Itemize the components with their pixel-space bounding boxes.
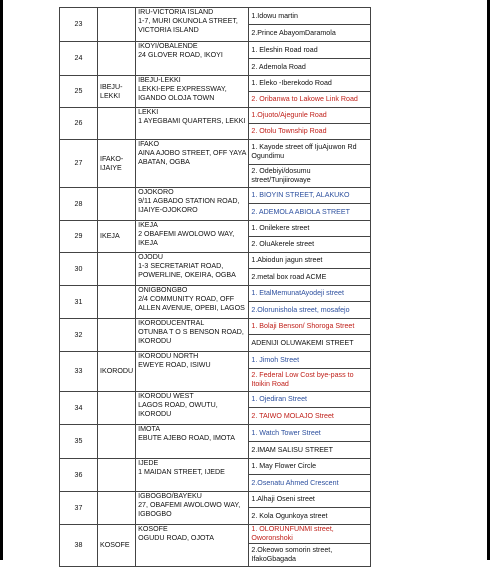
serial-number: 26 bbox=[60, 108, 98, 140]
serial-number: 34 bbox=[60, 392, 98, 425]
street-name: 2. Kola Ogunkoya street bbox=[249, 508, 371, 525]
serial-number: 23 bbox=[60, 8, 98, 42]
street-name: 1. Onilekere street bbox=[249, 221, 371, 237]
street-name: 1. Kayode street off IjuAjuwon Rd Ogundimu bbox=[249, 140, 371, 165]
address-line: IJAIYE-OJOKORO bbox=[138, 206, 198, 214]
area-office-address bbox=[136, 76, 249, 108]
table-row bbox=[60, 392, 371, 408]
address-line: IKORODU WEST bbox=[138, 392, 194, 400]
street-name: 1.Ojuoto/Ajegunle Road bbox=[249, 108, 371, 124]
table-row bbox=[60, 286, 371, 302]
street-name: 2.Olorunishola street, mosafejo bbox=[249, 302, 371, 319]
area-office-address bbox=[136, 492, 249, 525]
table-row bbox=[60, 221, 371, 237]
street-name: 2. Federal Low Cost bye-pass to Itoikin Road bbox=[249, 369, 371, 392]
street-name: 1.Idowu martin bbox=[249, 8, 371, 25]
address-line: IGBOGBO bbox=[138, 510, 172, 518]
street-name: 2.IMAM SALISU STREET bbox=[249, 442, 371, 459]
lga-name bbox=[98, 319, 136, 352]
street-name: 1. Bolaji Benson/ Shoroga Street bbox=[249, 319, 371, 335]
address-line: 2/4 COMMUNITY ROAD, OFF bbox=[138, 295, 235, 303]
address-line: OGUDU ROAD, OJOTA bbox=[138, 534, 215, 542]
lga-name bbox=[98, 253, 136, 286]
area-office-address bbox=[136, 108, 249, 140]
area-office-address bbox=[136, 525, 249, 567]
street-name: 1.Alhaji Oseni street bbox=[249, 492, 371, 508]
address-line: AINA AJOBO STREET, OFF YAYA bbox=[138, 149, 247, 157]
page-left-edge bbox=[0, 0, 3, 560]
street-name: 2.Osenatu Ahmed Crescent bbox=[249, 475, 371, 492]
address-line: IFAKO bbox=[138, 140, 160, 148]
street-name: 1. OLORUNFUNMI street, Oworonshoki bbox=[249, 525, 371, 544]
address-line: ONIGBONGBO bbox=[138, 286, 188, 294]
address-line: IJEDE bbox=[138, 459, 159, 467]
area-office-address bbox=[136, 286, 249, 319]
street-name: 2.Prince AbayomDaramola bbox=[249, 25, 371, 42]
street-name: 1. BIOYIN STREET, ALAKUKO bbox=[249, 188, 371, 204]
serial-number: 29 bbox=[60, 221, 98, 253]
address-line: IKORODU NORTH bbox=[138, 352, 199, 360]
address-line: POWERLINE, OKEIRA, OGBA bbox=[138, 271, 236, 279]
address-line: IGANDO OLOJA TOWN bbox=[138, 94, 215, 102]
area-office-address bbox=[136, 42, 249, 76]
address-line: IKOYI/OBALENDE bbox=[138, 42, 198, 50]
address-line: IKORODU bbox=[138, 410, 172, 418]
serial-number: 36 bbox=[60, 459, 98, 492]
street-name: 1. Ojediran Street bbox=[249, 392, 371, 408]
address-line: 27, OBAFEMI AWOLOWO WAY, bbox=[138, 501, 241, 509]
lga-name: IBEJU-LEKKI bbox=[98, 76, 136, 108]
serial-number: 37 bbox=[60, 492, 98, 525]
address-line: IBEJU-LEKKI bbox=[138, 76, 181, 84]
table-row bbox=[60, 352, 371, 369]
table-row bbox=[60, 253, 371, 269]
address-line: EWEYE ROAD, ISIWU bbox=[138, 361, 211, 369]
serial-number: 30 bbox=[60, 253, 98, 286]
area-office-address bbox=[136, 140, 249, 188]
street-name: 2. TAIWO MOLAJO Street bbox=[249, 408, 371, 425]
address-line: KOSOFE bbox=[138, 525, 168, 533]
street-name: 2. OluAkerele street bbox=[249, 237, 371, 253]
address-line: 1 AYEGBAMI QUARTERS, LEKKI bbox=[138, 117, 246, 125]
address-line: OJOKORO bbox=[138, 188, 174, 196]
address-line: OTUNBA T O S BENSON ROAD, bbox=[138, 328, 244, 336]
area-office-address bbox=[136, 188, 249, 221]
lga-name: IKEJA bbox=[98, 221, 136, 253]
street-name: 2. Odebiyi/dosumu street/Tunjiirowaye bbox=[249, 165, 371, 188]
address-line: LEKKI-EPE EXPRESSWAY, bbox=[138, 85, 227, 93]
address-line: 9/11 AGBADO STATION ROAD, bbox=[138, 197, 240, 205]
serial-number: 25 bbox=[60, 76, 98, 108]
address-line: 2 OBAFEMI AWOLOWO WAY, bbox=[138, 230, 235, 238]
address-line: IRU-VICTORIA ISLAND bbox=[138, 8, 214, 16]
area-office-address bbox=[136, 8, 249, 42]
address-line: IGBOGBO/BAYEKU bbox=[138, 492, 202, 500]
table-row bbox=[60, 8, 371, 25]
serial-number: 38 bbox=[60, 525, 98, 567]
serial-number: 35 bbox=[60, 425, 98, 459]
street-name: 2. ADEMOLA ABIOLA STREET bbox=[249, 204, 371, 221]
area-office-address bbox=[136, 319, 249, 352]
serial-number: 28 bbox=[60, 188, 98, 221]
street-name: 1.Abiodun jagun street bbox=[249, 253, 371, 269]
lga-name: KOSOFE bbox=[98, 525, 136, 567]
address-line: IKORODU bbox=[138, 337, 172, 345]
table-row bbox=[60, 319, 371, 335]
lga-name bbox=[98, 108, 136, 140]
street-name: 1. Jimoh Street bbox=[249, 352, 371, 369]
address-line: IKEJA bbox=[138, 239, 158, 247]
address-line: IKORODUCENTRAL bbox=[138, 319, 205, 327]
table-row bbox=[60, 425, 371, 442]
lga-name bbox=[98, 392, 136, 425]
street-name: 2.metal box road ACME bbox=[249, 269, 371, 286]
street-name: 2. Otolu Township Road bbox=[249, 124, 371, 140]
table-row bbox=[60, 188, 371, 204]
street-name: 2.Okeowo somorin street, IfakoGbagada bbox=[249, 544, 371, 567]
area-office-address bbox=[136, 253, 249, 286]
address-line: EBUTE AJEBO ROAD, IMOTA bbox=[138, 434, 235, 442]
lga-name bbox=[98, 459, 136, 492]
street-name: 2. Ademola Road bbox=[249, 59, 371, 76]
serial-number: 24 bbox=[60, 42, 98, 76]
table-row bbox=[60, 525, 371, 544]
address-line: ALLEN AVENUE, OPEBI, LAGOS bbox=[138, 304, 245, 312]
address-line: LEKKI bbox=[138, 108, 159, 116]
lga-name bbox=[98, 425, 136, 459]
area-office-address bbox=[136, 221, 249, 253]
lga-name: IKORODU bbox=[98, 352, 136, 392]
street-name: 2. Oribanwa to Lakowe Link Road bbox=[249, 92, 371, 108]
address-line: 1 MAIDAN STREET, IJEDE bbox=[138, 468, 225, 476]
street-name: 1. Eleko -Iberekodo Road bbox=[249, 76, 371, 92]
address-line: IKEJA bbox=[138, 221, 158, 229]
area-office-address bbox=[136, 459, 249, 492]
address-line: OJODU bbox=[138, 253, 163, 261]
table-row bbox=[60, 492, 371, 508]
address-line: ABATAN, OGBA bbox=[138, 158, 190, 166]
serial-number: 27 bbox=[60, 140, 98, 188]
address-line: 1-7, MURI OKUNOLA STREET, bbox=[138, 17, 238, 25]
street-name: 1. Watch Tower Street bbox=[249, 425, 371, 442]
area-office-address bbox=[136, 425, 249, 459]
table-row bbox=[60, 76, 371, 92]
address-line: IMOTA bbox=[138, 425, 161, 433]
address-line: 24 GLOVER ROAD, IKOYI bbox=[138, 51, 223, 59]
lga-name: IFAKO-IJAIYE bbox=[98, 140, 136, 188]
table-row bbox=[60, 459, 371, 475]
street-name: ADENIJI OLUWAKEMI STREET bbox=[249, 335, 371, 352]
serial-number: 31 bbox=[60, 286, 98, 319]
address-line: VICTORIA ISLAND bbox=[138, 26, 199, 34]
table-row bbox=[60, 42, 371, 59]
serial-number: 32 bbox=[60, 319, 98, 352]
table-body bbox=[60, 8, 371, 567]
lga-name bbox=[98, 492, 136, 525]
street-name: 1. EtalMemunatAyodeji street bbox=[249, 286, 371, 302]
address-line: LAGOS ROAD, OWUTU, bbox=[138, 401, 218, 409]
lga-name bbox=[98, 8, 136, 42]
table-row bbox=[60, 140, 371, 165]
lga-name bbox=[98, 286, 136, 319]
area-office-address bbox=[136, 352, 249, 392]
serial-number: 33 bbox=[60, 352, 98, 392]
street-name: 1. Eleshin Road road bbox=[249, 42, 371, 59]
table-row bbox=[60, 108, 371, 124]
lga-name bbox=[98, 42, 136, 76]
lga-name bbox=[98, 188, 136, 221]
area-office-address bbox=[136, 392, 249, 425]
address-line: 1-3 SECRETARIAT ROAD, bbox=[138, 262, 224, 270]
street-name: 1. May Flower Circle bbox=[249, 459, 371, 475]
polling-areas-table bbox=[59, 7, 371, 567]
